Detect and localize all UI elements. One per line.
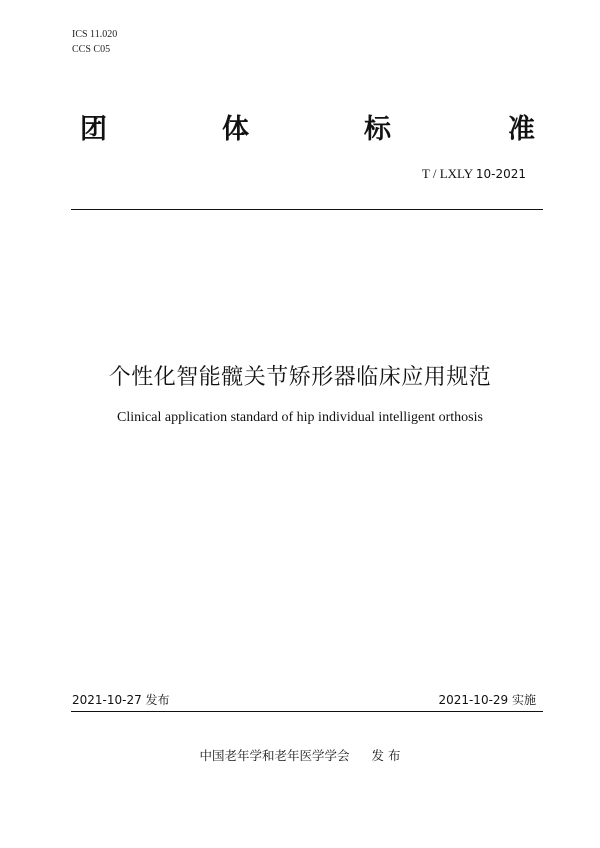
publish-date: 2021-10-27 发布: [72, 693, 170, 707]
title-english: Clinical application standard of hip individual intelligent orthosis: [117, 410, 483, 425]
ics-code: ICS 11.020: [72, 29, 118, 40]
ccs-code: CCS C05: [72, 44, 111, 55]
standard-type-char: 团: [80, 114, 107, 145]
standard-number: [422, 166, 526, 182]
bottom-divider: [71, 711, 543, 712]
standard-type-char: 准: [508, 114, 535, 145]
standard-type-char: 体: [222, 114, 249, 145]
publisher-name: 中国老年学和老年医学学会: [199, 748, 350, 763]
effective-date: 2021-10-29 实施: [438, 693, 536, 707]
top-divider: [71, 209, 543, 210]
title-chinese: 个性化智能髋关节矫形器临床应用规范: [108, 365, 492, 390]
publisher-action: 发 布: [371, 748, 401, 763]
standard-type-heading: [80, 112, 542, 148]
publisher-line: [0, 746, 600, 764]
standard-number-value: 10-2021: [475, 167, 526, 181]
standard-type-char: 标: [364, 114, 391, 145]
standard-number-prefix: T / LXLY: [421, 166, 473, 181]
